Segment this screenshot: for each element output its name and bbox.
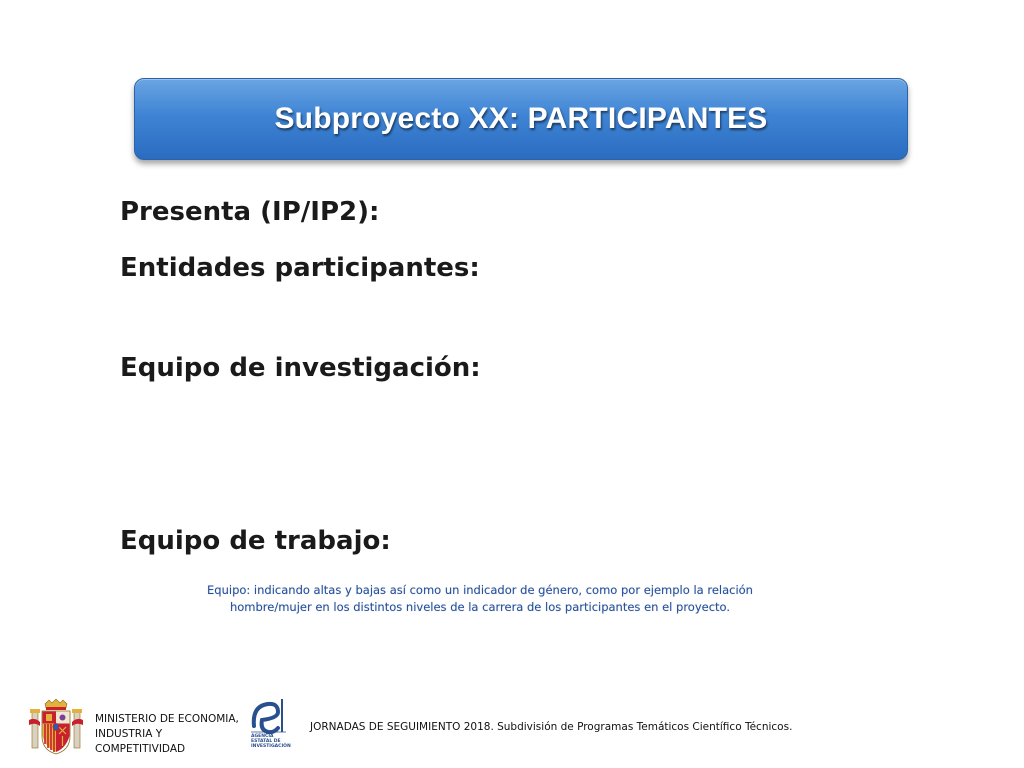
agencia-estatal-investigacion-logo-icon bbox=[248, 696, 290, 762]
slide-title: Subproyecto XX: PARTICIPANTES bbox=[274, 102, 768, 135]
ministry-name bbox=[95, 712, 239, 757]
title-banner bbox=[134, 78, 908, 160]
ministry-line-2: INDUSTRIA Y bbox=[95, 728, 163, 740]
heading-equipo-investigacion: Equipo de investigación: bbox=[120, 353, 481, 383]
team-note-line-2: hombre/mujer en los distintos niveles de la carrera de los participantes en el proyecto. bbox=[229, 600, 731, 614]
agency-logo-line-3: INVESTIGACIÓN bbox=[251, 744, 291, 749]
footer-event-text: JORNADAS DE SEGUIMIENTO 2018. Subdivisión de Programas Temáticos Científico Técnicos. bbox=[310, 721, 793, 733]
ministry-line-1: MINISTERIO DE ECONOMIA, bbox=[95, 713, 239, 725]
agency-logo-line-2: ESTATAL DE bbox=[251, 739, 281, 744]
heading-entidades: Entidades participantes: bbox=[120, 253, 480, 283]
ministry-line-3: COMPETITIVIDAD bbox=[95, 743, 186, 755]
agency-logo-text bbox=[251, 734, 291, 749]
spain-coat-of-arms-icon bbox=[28, 698, 84, 758]
team-note bbox=[150, 582, 810, 616]
heading-equipo-trabajo: Equipo de trabajo: bbox=[120, 526, 391, 556]
team-note-line-1: Equipo: indicando altas y bajas así como un indicador de género, como por ejemplo la relación bbox=[207, 583, 753, 597]
heading-presenta: Presenta (IP/IP2): bbox=[120, 197, 380, 227]
agency-logo-line-1: AGENCIA bbox=[251, 734, 274, 739]
